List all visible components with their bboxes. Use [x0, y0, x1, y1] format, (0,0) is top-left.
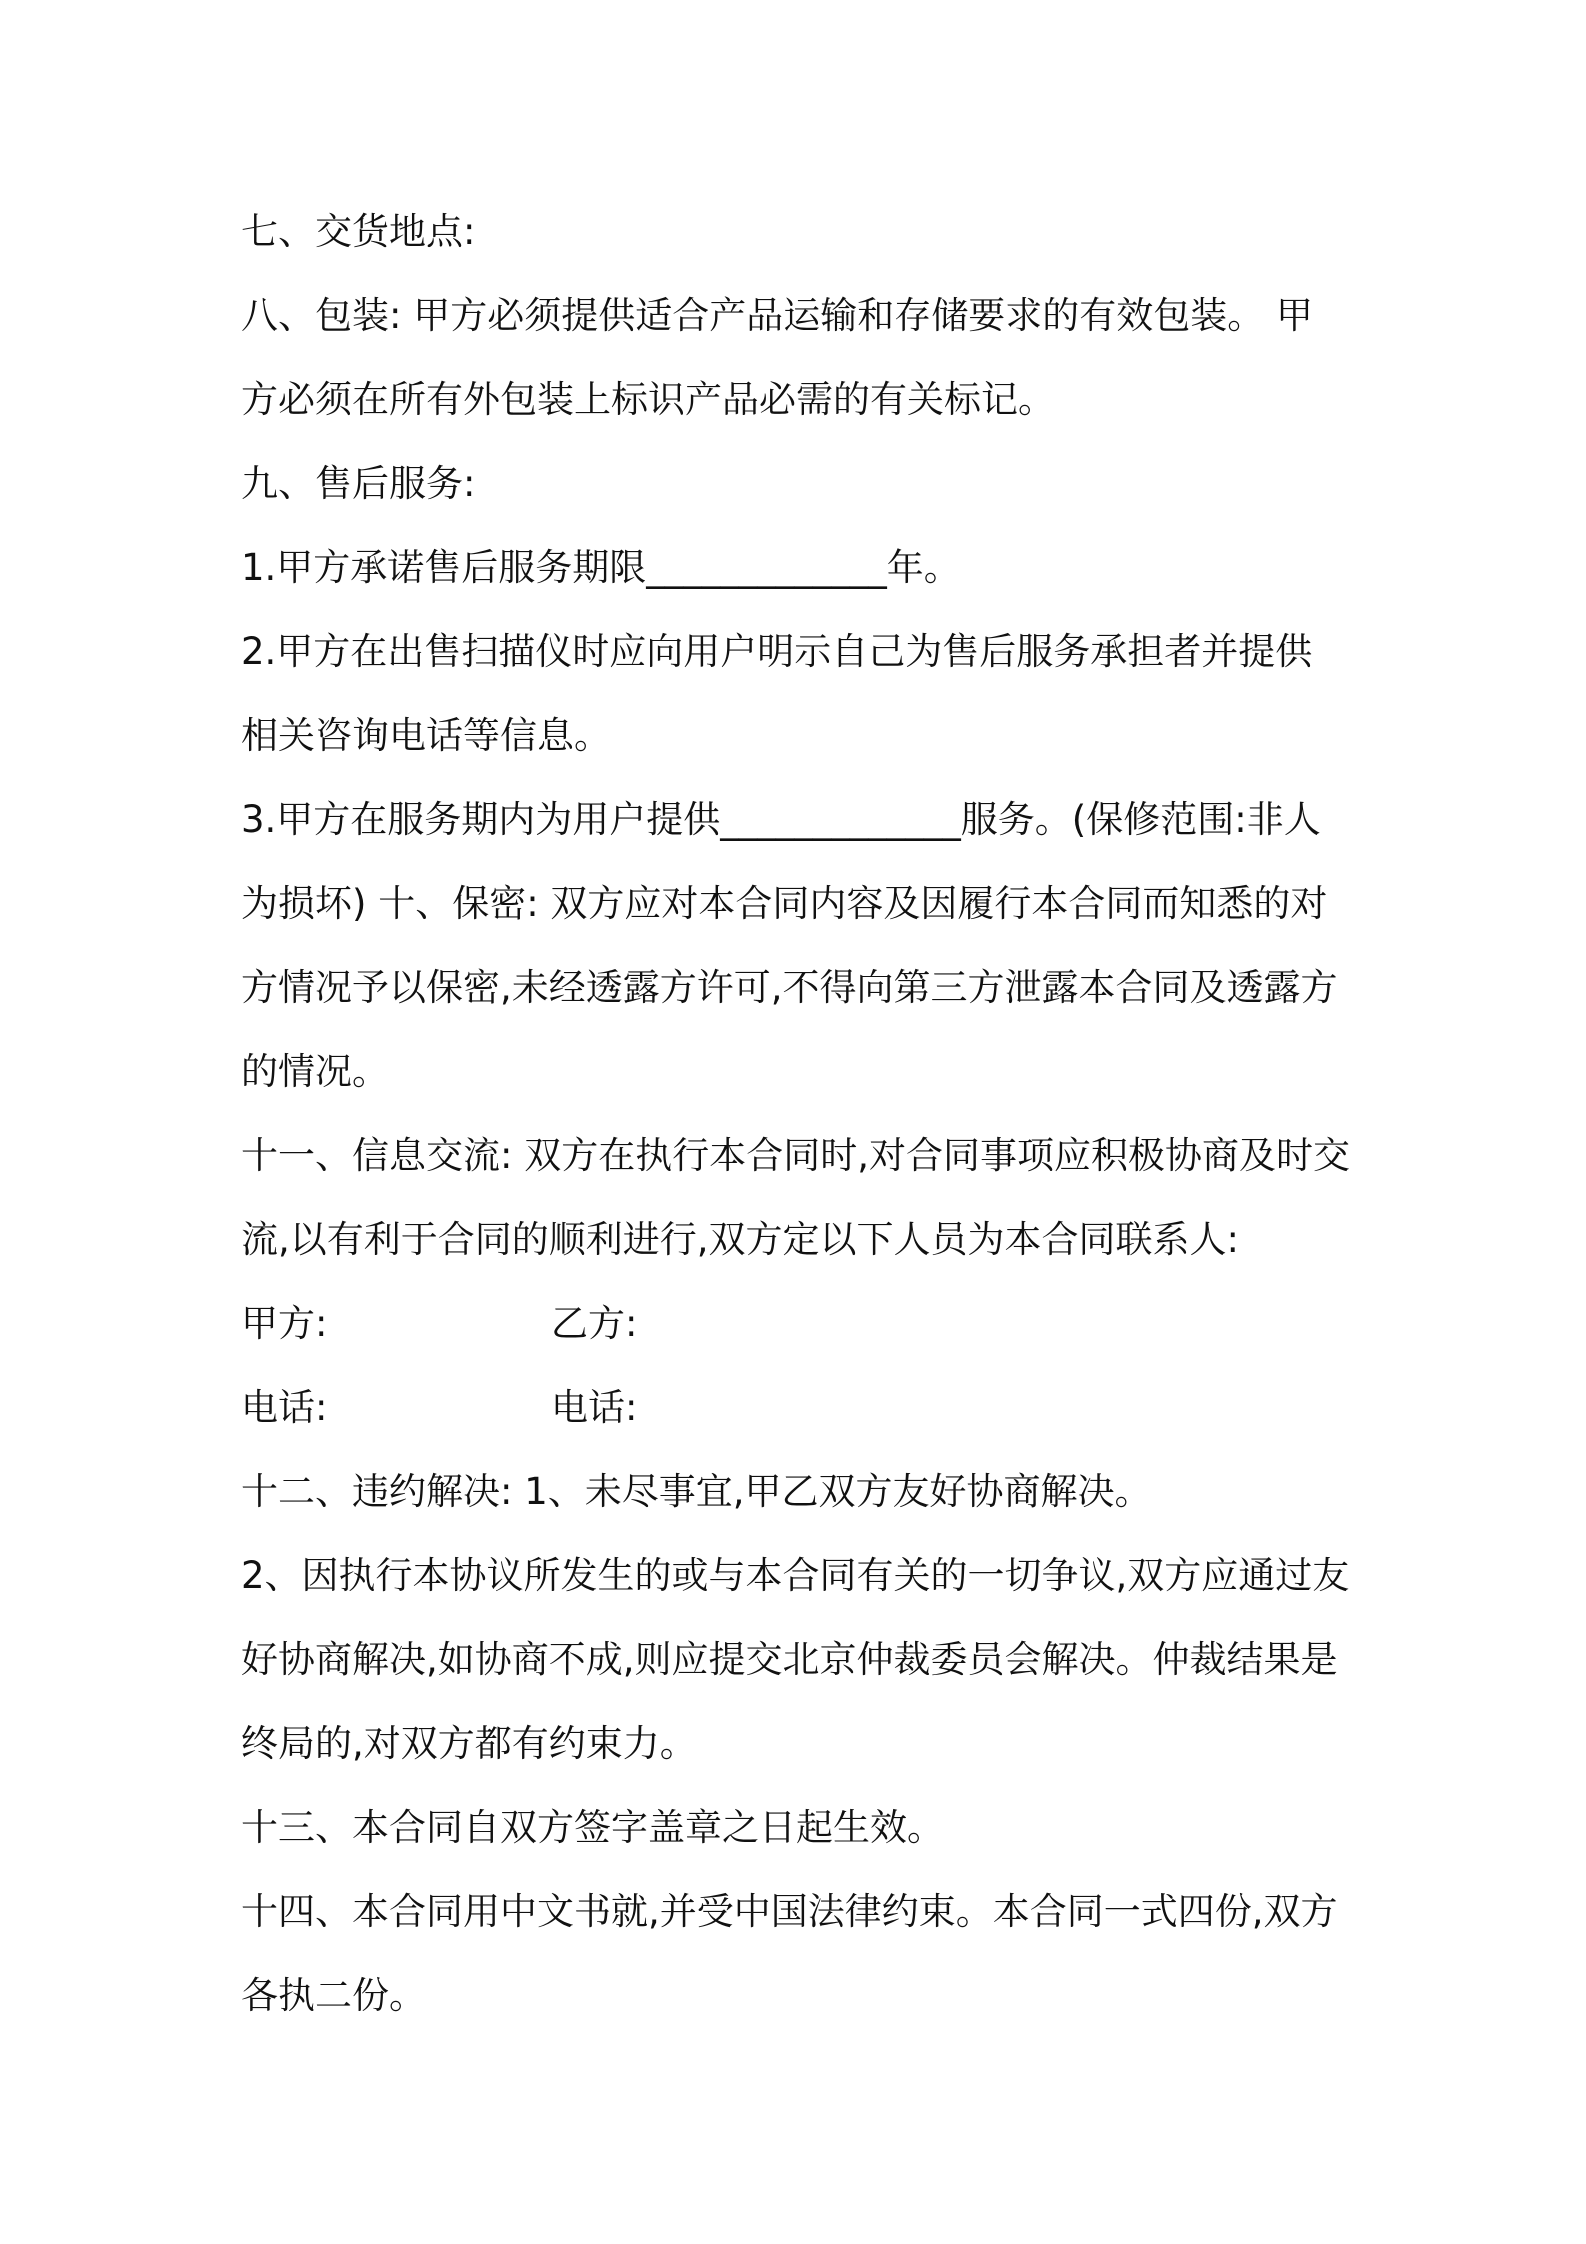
text-line: 方必须在所有外包装上标识产品必需的有关标记。 [241, 378, 1055, 421]
party-b-phone-label: 电话: [551, 1386, 638, 1429]
text-line: 3.甲方在服务期内为用户提供_____________服务。(保修范围:非人 [241, 798, 1321, 841]
text-line: 九、售后服务: [241, 462, 476, 505]
contact-row [241, 1366, 1361, 1450]
document-page [241, 190, 1361, 2038]
contact-row [241, 1282, 1361, 1366]
text-line: 2.甲方在出售扫描仪时应向用户明示自己为售后服务承担者并提供 [241, 630, 1313, 673]
party-b-label: 乙方: [551, 1302, 638, 1345]
text-line: 十一、信息交流: 双方在执行本合同时,对合同事项应积极协商及时交 [241, 1134, 1350, 1177]
text-line: 方情况予以保密,未经透露方许可,不得向第三方泄露本合同及透露方 [241, 966, 1338, 1009]
text-line: 2、因执行本协议所发生的或与本合同有关的一切争议,双方应通过友 [241, 1554, 1350, 1597]
text-line: 十三、本合同自双方签字盖章之日起生效。 [241, 1806, 944, 1849]
text-line: 为损坏) 十、保密: 双方应对本合同内容及因履行本合同而知悉的对 [241, 882, 1328, 925]
text-line: 十四、本合同用中文书就,并受中国法律约束。本合同一式四份,双方 [241, 1890, 1338, 1933]
text-line: 八、包装: 甲方必须提供适合产品运输和存储要求的有效包装。 甲 [241, 294, 1313, 337]
text-line: 各执二份。 [241, 1974, 426, 2017]
text-line: 的情况。 [241, 1050, 389, 1093]
text-line: 终局的,对双方都有约束力。 [241, 1722, 697, 1765]
party-a-label: 甲方: [241, 1302, 328, 1345]
text-line: 相关咨询电话等信息。 [241, 714, 611, 757]
text-line: 流,以有利于合同的顺利进行,双方定以下人员为本合同联系人: [241, 1218, 1239, 1261]
text-line: 七、交货地点: [241, 210, 476, 253]
text-line: 好协商解决,如协商不成,则应提交北京仲裁委员会解决。仲裁结果是 [241, 1638, 1338, 1681]
party-a-phone-label: 电话: [241, 1386, 328, 1429]
text-line: 1.甲方承诺售后服务期限_____________年。 [241, 546, 961, 589]
text-line: 十二、违约解决: 1、未尽事宜,甲乙双方友好协商解决。 [241, 1470, 1152, 1513]
